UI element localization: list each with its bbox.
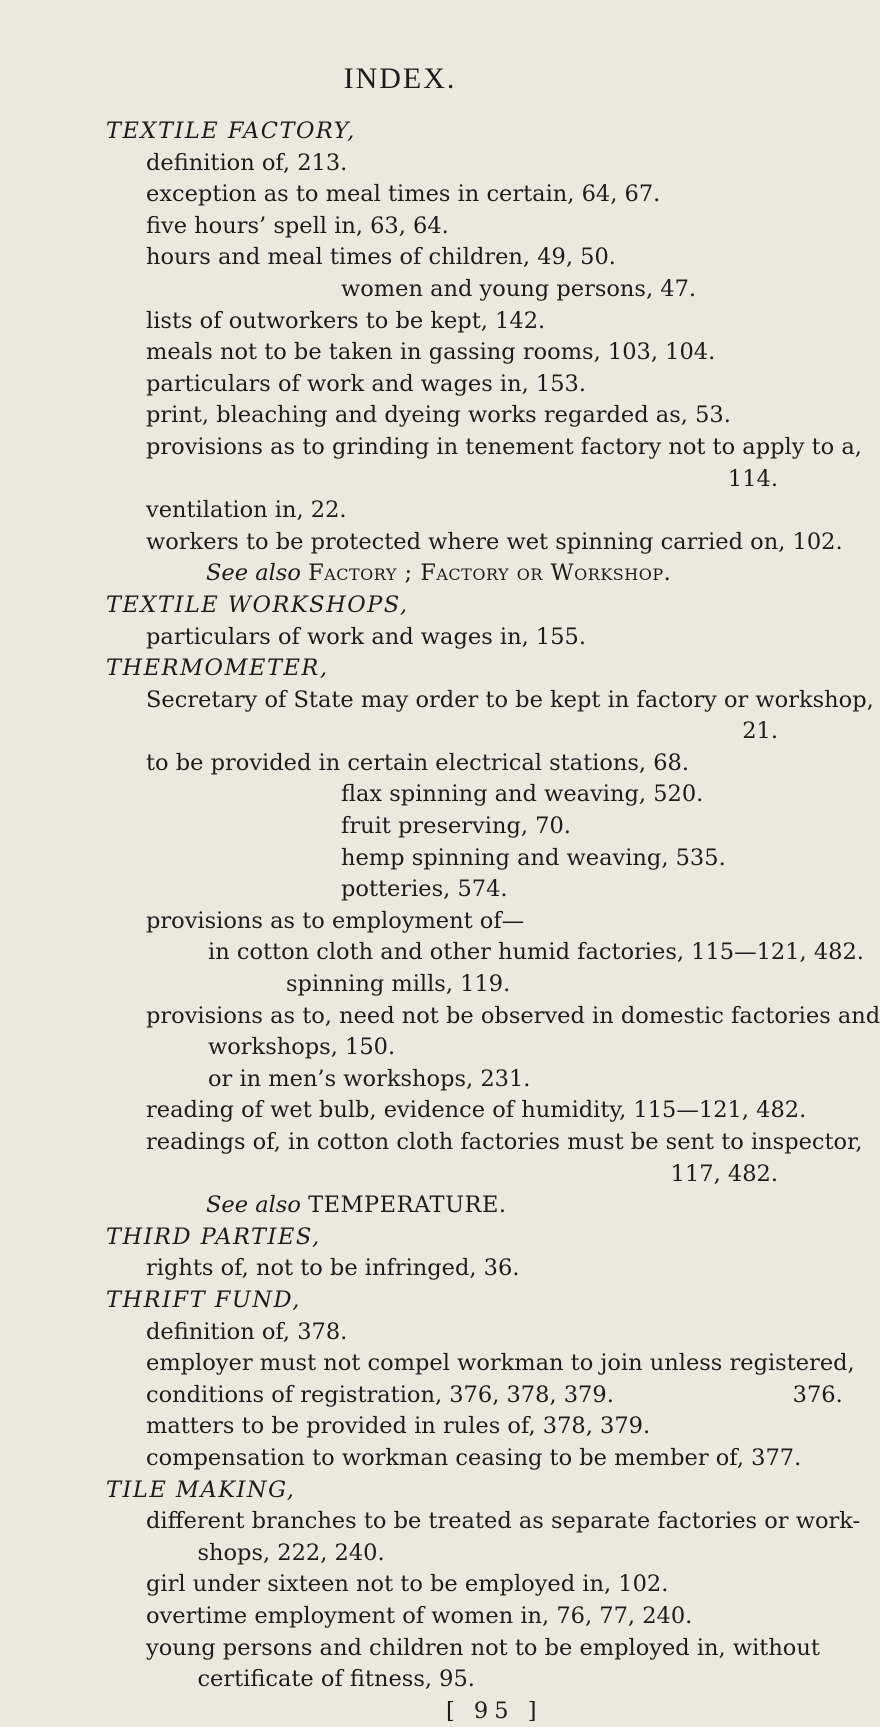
- index-entry: exception as to meal times in certain, 64, 67.: [146, 181, 661, 208]
- index-entry: reading of wet bulb, evidence of humidity, 115—121, 482.: [146, 1097, 807, 1124]
- see-also-reference: [106, 558, 796, 590]
- index-entry: particulars of work and wages in, 153.: [146, 370, 586, 397]
- page-number: [ 95 ]: [446, 1697, 543, 1724]
- index-entry: 114.: [727, 465, 778, 492]
- index-heading: THERMOMETER,: [106, 655, 329, 682]
- index-entry: in cotton cloth and other humid factories, 115—121, 482.: [208, 939, 864, 966]
- index-entry: young persons and children not to be employed in, without: [146, 1634, 820, 1661]
- page-title: INDEX.: [343, 62, 457, 95]
- index-heading: TILE MAKING,: [106, 1476, 296, 1503]
- index-entry: hemp spinning and weaving, 535.: [341, 844, 726, 871]
- index-entry: provisions as to employment of—: [146, 907, 525, 934]
- index-content: [106, 116, 880, 1727]
- index-entry: workers to be protected where wet spinning carried on, 102.: [146, 528, 843, 555]
- index-entry: five hours’ spell in, 63, 64.: [146, 212, 449, 239]
- see-also-reference: [106, 1190, 796, 1222]
- index-entry: shops, 222, 240.: [176, 1539, 385, 1566]
- index-entry: definition of, 378.: [146, 1318, 348, 1345]
- index-heading: TEXTILE WORKSHOPS,: [106, 591, 409, 618]
- index-heading: THRIFT FUND,: [106, 1286, 301, 1313]
- index-entry: potteries, 574.: [341, 876, 508, 903]
- index-entry: conditions of registration, 376, 378, 379. 376.: [146, 1381, 843, 1408]
- index-entry: provisions as to, need not be observed in domestic factories and: [146, 1002, 880, 1029]
- index-entry: definition of, 213.: [146, 149, 348, 176]
- index-entry: girl under sixteen not to be employed in, 102.: [146, 1571, 669, 1598]
- index-entry: particulars of work and wages in, 155.: [146, 623, 586, 650]
- index-entry: Secretary of State may order to be kept in factory or workshop,: [146, 686, 874, 713]
- index-entry: women and young persons, 47.: [341, 275, 697, 302]
- index-heading: TEXTILE FACTORY,: [106, 118, 356, 144]
- index-entry: fruit preserving, 70.: [341, 813, 571, 840]
- index-entry: workshops, 150.: [208, 1034, 396, 1061]
- see-also-target: TEMPERATURE.: [308, 1192, 507, 1219]
- index-entry: ventilation in, 22.: [146, 497, 347, 524]
- index-entry: compensation to workman ceasing to be member of, 377.: [146, 1444, 802, 1471]
- see-also-label: See also: [206, 1192, 309, 1219]
- index-entry: readings of, in cotton cloth factories must be sent to inspector,: [146, 1129, 863, 1155]
- index-entry: lists of outworkers to be kept, 142.: [146, 307, 546, 334]
- index-entry: certificate of fitness, 95.: [176, 1666, 475, 1693]
- index-entry: 117, 482.: [670, 1160, 778, 1187]
- index-entry: or in men’s workshops, 231.: [208, 1065, 531, 1092]
- index-entry: employer must not compel workman to join unless registered,: [146, 1350, 855, 1377]
- see-also-target: Factory ; Factory or Workshop.: [308, 560, 672, 587]
- index-entry: flax spinning and weaving, 520.: [341, 781, 704, 808]
- index-entry: to be provided in certain electrical stations, 68.: [146, 749, 689, 776]
- see-also-label: See also: [206, 560, 309, 587]
- index-entry: 21.: [742, 718, 778, 745]
- index-heading: THIRD PARTIES,: [106, 1223, 321, 1250]
- index-entry: spinning mills, 119.: [286, 971, 511, 998]
- index-entry: matters to be provided in rules of, 378, 379.: [146, 1413, 651, 1440]
- index-entry: hours and meal times of children, 49, 50.: [146, 244, 616, 271]
- index-entry: different branches to be treated as separate factories or work-: [146, 1508, 861, 1535]
- index-entry: provisions as to grinding in tenement factory not to apply to a,: [146, 433, 862, 460]
- index-entry: rights of, not to be infringed, 36.: [146, 1255, 520, 1282]
- index-entry: meals not to be taken in gassing rooms, 103, 104.: [146, 339, 716, 366]
- index-entry: print, bleaching and dyeing works regarded as, 53.: [146, 402, 731, 429]
- index-entry: overtime employment of women in, 76, 77, 240.: [146, 1602, 693, 1629]
